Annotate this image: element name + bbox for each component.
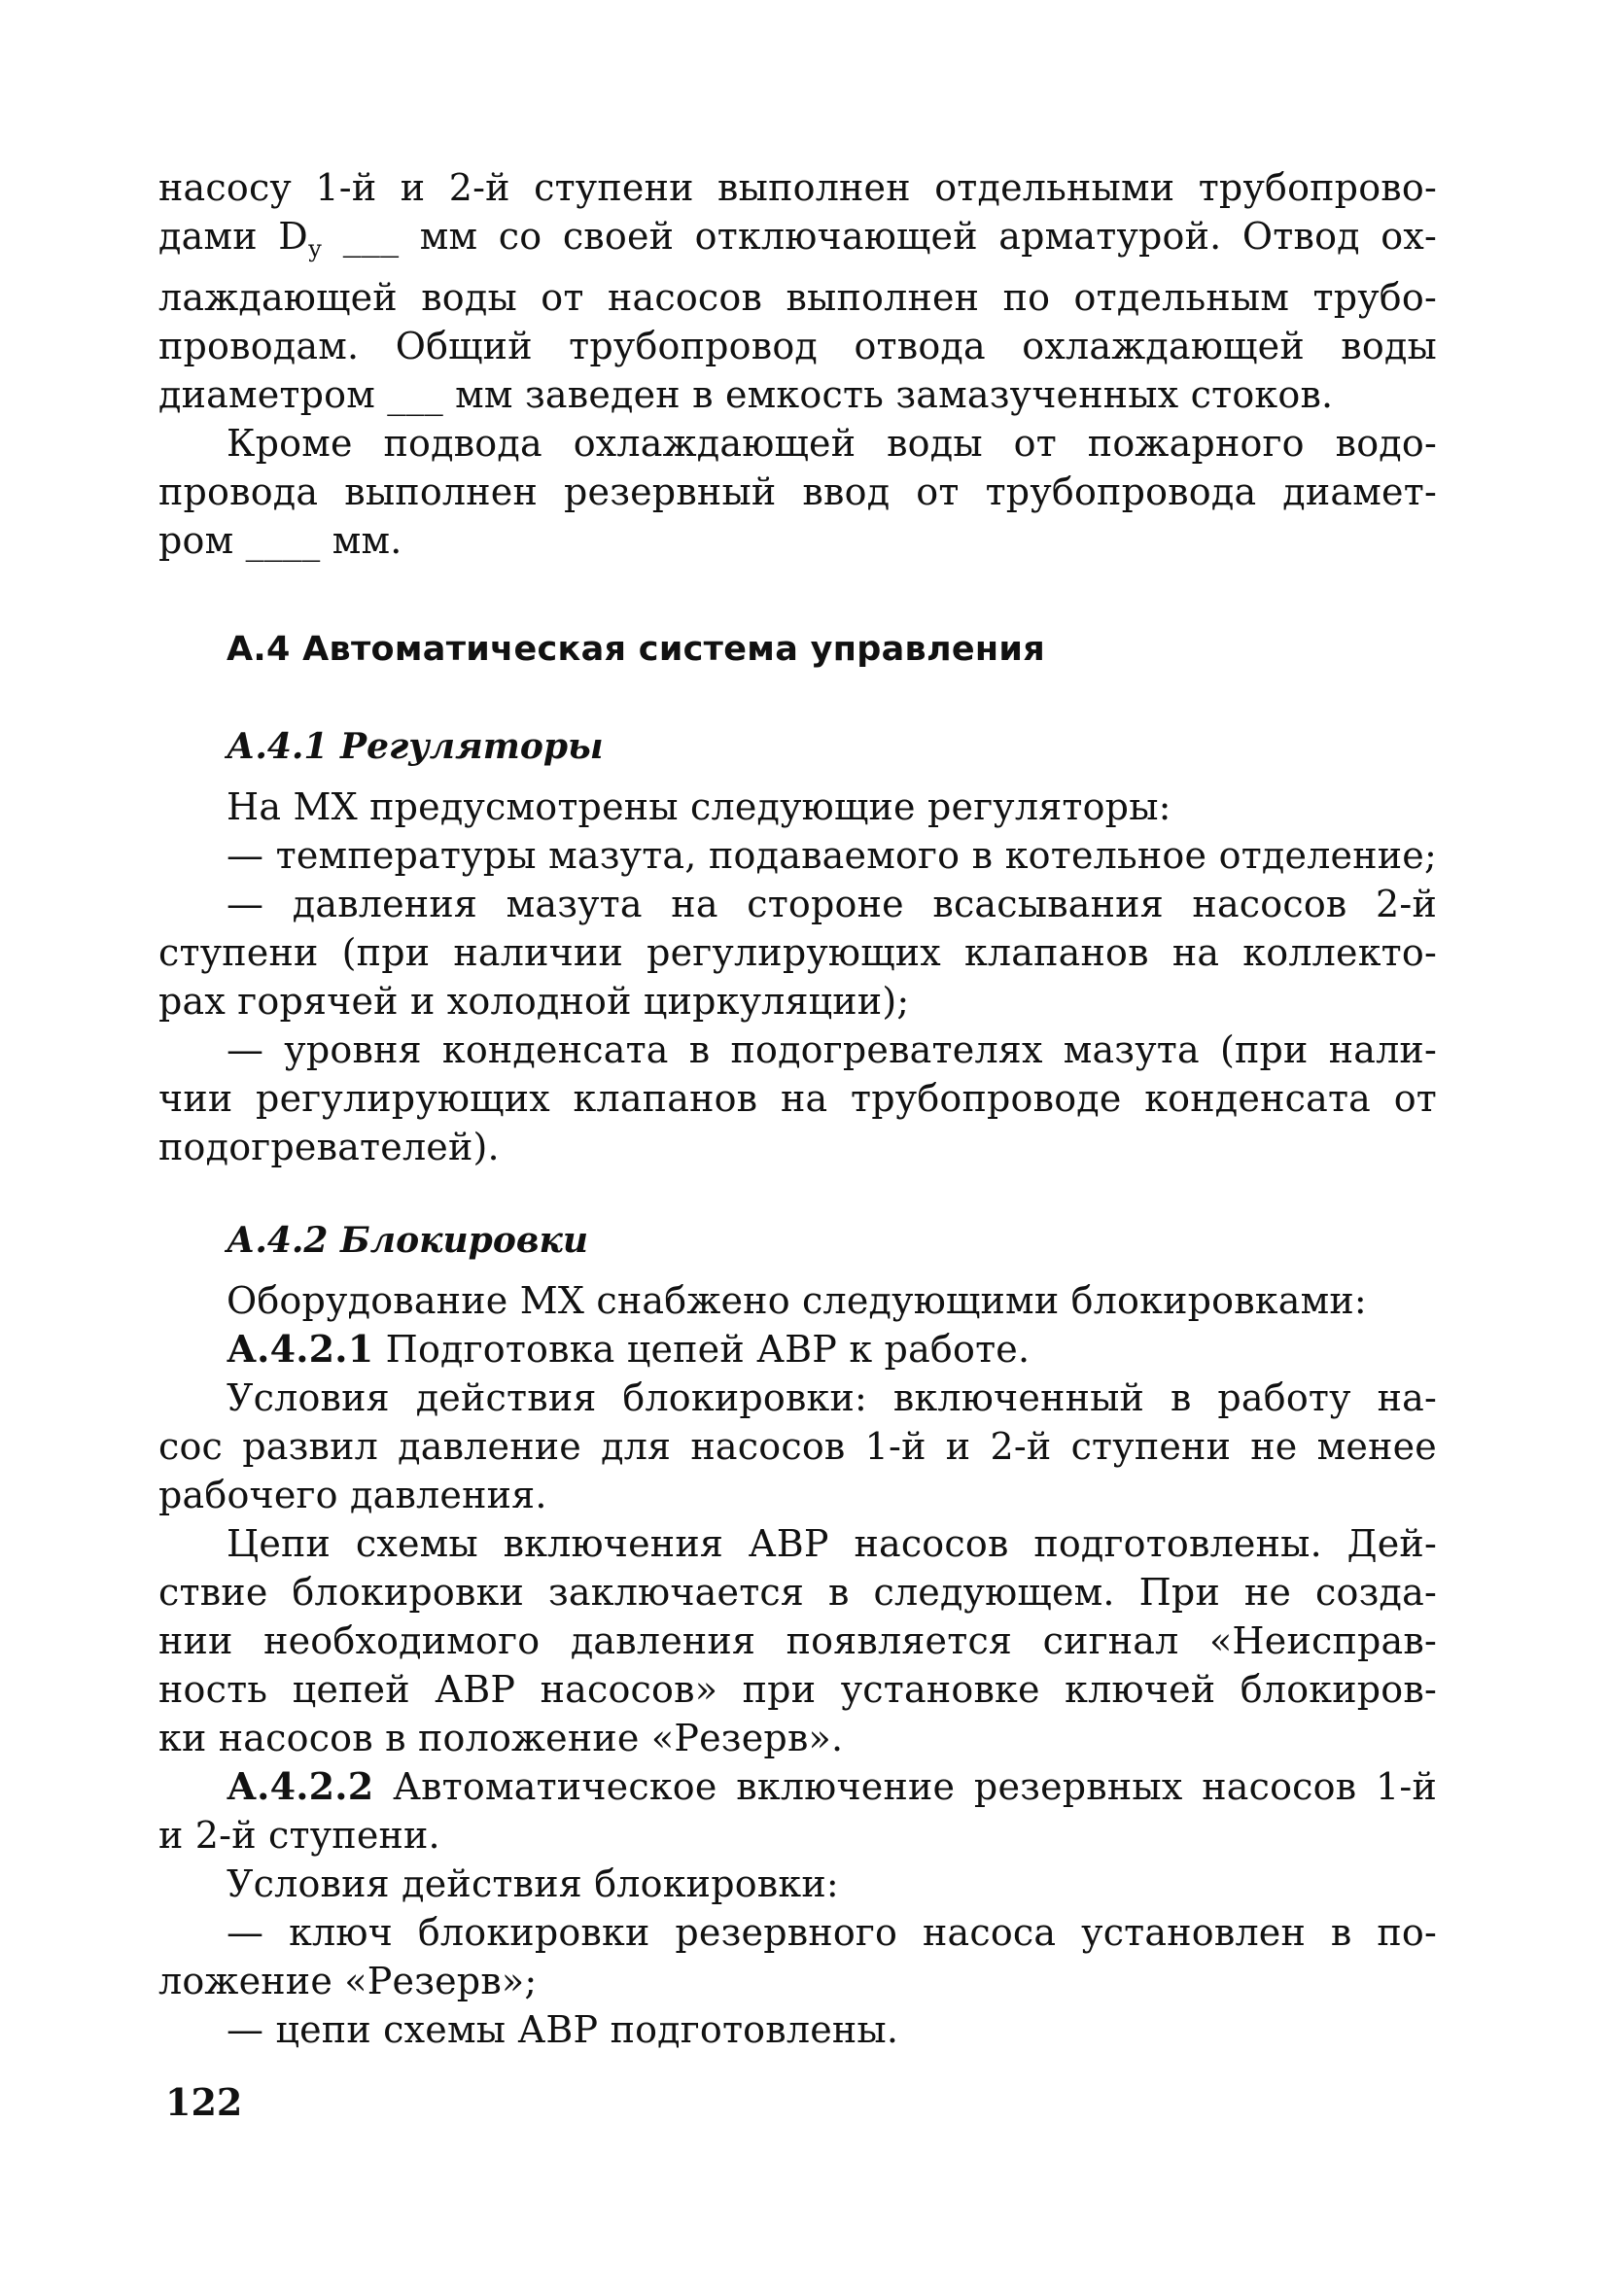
text-line: ром ____ мм. [158, 519, 402, 562]
list-item: — цепи схемы АВР подготовлены. [227, 2008, 899, 2051]
text-line: диаметром ___ мм заведен в емкость замазученных стоков. [158, 373, 1334, 416]
text-fragment: Автоматическое включение резервных насосов 1-й [373, 1765, 1437, 1808]
list-item: — давления мазута на стороне всасывания насосов 2-й [227, 883, 1437, 925]
text-line: Условия действия блокировки: включенный в работу на- [227, 1376, 1437, 1419]
text-line: ность цепей АВР насосов» при установке ключей блокиров- [158, 1668, 1437, 1711]
item-number: А.4.2.1 [227, 1327, 374, 1371]
subsection-heading-a41: А.4.1 Регуляторы [227, 726, 604, 767]
text-fragment: дами D [158, 215, 308, 258]
spacer [158, 565, 1437, 625]
blockings-section [158, 1276, 1437, 2054]
text-line: проводам. Общий трубопровод отвода охлаждающей воды [158, 325, 1437, 367]
text-line: рабочего давления. [158, 1474, 547, 1516]
section-heading-a4: А.4 Автоматическая система управления [227, 630, 1045, 669]
page-body [158, 163, 1437, 2054]
text-line: Кроме подвода охлаждающей воды от пожарного водо- [227, 422, 1437, 465]
text-line: насосу 1-й и 2-й ступени выполнен отдельными трубопрово- [158, 166, 1437, 209]
text-line: ки насосов в положение «Резерв». [158, 1717, 844, 1759]
paragraph-cooling-water [158, 163, 1437, 419]
text-line: ствие блокировки заключается в следующем. При не созда- [158, 1571, 1437, 1614]
spacer [158, 1171, 1437, 1216]
text-line: ступени (при наличии регулирующих клапанов на коллекто- [158, 931, 1437, 974]
text-line: рах горячей и холодной циркуляции); [158, 980, 910, 1023]
subscript: у [307, 235, 323, 262]
text-line: На МХ предусмотрены следующие регуляторы: [227, 785, 1171, 828]
text-line: провода выполнен резервный ввод от трубопровода диамет- [158, 470, 1437, 513]
spacer [158, 1265, 1437, 1276]
text-line: ложение «Резерв»; [158, 1960, 538, 2002]
text-line [158, 1325, 1437, 1374]
text-line: подогревателей). [158, 1126, 500, 1168]
subsection-heading-a42: А.4.2 Блокировки [227, 1220, 589, 1261]
text-line: сос развил давление для насосов 1-й и 2-й ступени не менее [158, 1425, 1437, 1468]
text-line: Цепи схемы включения АВР насосов подготовлены. Дей- [227, 1522, 1437, 1565]
spacer [158, 771, 1437, 783]
item-number: А.4.2.2 [227, 1764, 374, 1808]
regulators-list [158, 783, 1437, 1171]
paragraph-reserve-input [158, 419, 1437, 565]
page-number: 122 [165, 2080, 243, 2124]
text-line: и 2-й ступени. [158, 1814, 440, 1857]
list-item: — ключ блокировки резервного насоса установлен в по- [227, 1911, 1437, 1954]
list-item: — температуры мазута, подаваемого в котельное отделение; [227, 834, 1437, 877]
text-fragment: Подготовка цепей АВР к работе. [373, 1328, 1031, 1371]
text-line [158, 212, 1437, 273]
text-fragment: ___ мм со своей отключающей арматурой. Отвод ох- [322, 215, 1437, 258]
text-line: нии необходимого давления появляется сигнал «Неисправ- [158, 1619, 1437, 1662]
text-line [158, 1762, 1437, 1811]
text-line: Оборудование МХ снабжено следующими блокировками: [227, 1279, 1367, 1322]
spacer [158, 674, 1437, 722]
text-line: Условия действия блокировки: [227, 1862, 839, 1905]
list-item: — уровня конденсата в подогревателях мазута (при нали- [227, 1028, 1437, 1071]
text-line: чии регулирующих клапанов на трубопроводе конденсата от [158, 1077, 1437, 1120]
text-line: лаждающей воды от насосов выполнен по отдельным трубо- [158, 276, 1437, 319]
